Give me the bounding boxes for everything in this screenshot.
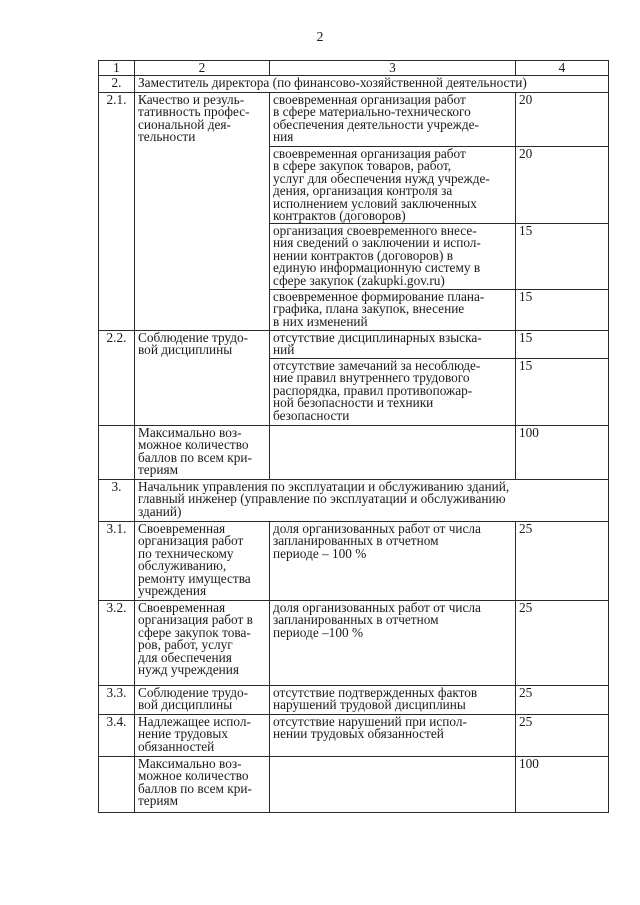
table-row [99,330,609,358]
column-header: 2 [135,61,270,76]
column-header: 3 [270,61,516,76]
column-header: 1 [99,61,135,76]
column-header: 4 [516,61,609,76]
criterion-number: 3.1. [99,521,135,600]
criterion-number: 3.4. [99,714,135,756]
score: 15 [516,330,609,358]
section-row [99,479,609,521]
score: 15 [516,223,609,289]
table-row [99,685,609,714]
criterion-name: Соблюдение трудо- вой дисциплины [135,685,270,714]
empty-cell [99,425,135,479]
indicator-text: организация своевременного внесе- ния сведений о заключении и испол- нении контрактов (договоров) в единую информационную систему в сфере закупок (zakupki.gov.ru) [270,223,516,289]
criterion-number: 3.2. [99,600,135,685]
table-header-row [99,61,609,76]
indicator-text: отсутствие замечаний за несоблюде- ние правил внутреннего трудового распорядка, правил противопожар- ной безопасности и техники безопасности [270,358,516,425]
max-score-value: 100 [516,425,609,479]
criterion-name: Надлежащее испол- нение трудовых обязанностей [135,714,270,756]
empty-cell [270,756,516,812]
max-score-label: Максимально воз- можное количество баллов по всем кри- териям [135,756,270,812]
table-row [99,600,609,685]
criterion-number: 2.2. [99,330,135,425]
section-title: Начальник управления по эксплуатации и обслуживанию зданий, главный инженер (управление по эксплуатации и обслуживанию зданий) [135,479,609,521]
table-row [99,714,609,756]
score: 20 [516,146,609,223]
criterion-number: 3.3. [99,685,135,714]
table-row [99,92,609,146]
indicator-text: своевременное формирование плана- графика, плана закупок, внесение в них изменений [270,289,516,330]
empty-cell [99,756,135,812]
indicator-text: отсутствие дисциплинарных взыска- ний [270,330,516,358]
max-score-row [99,425,609,479]
score: 25 [516,714,609,756]
score: 25 [516,521,609,600]
max-score-row [99,756,609,812]
indicator-text: своевременная организация работ в сфере материально-технического обеспечения деятельности учрежде- ния [270,92,516,146]
criterion-name: Своевременная организация работ по техническому обслуживанию, ремонту имущества учреждения [135,521,270,600]
max-score-label: Максимально воз- можное количество баллов по всем кри- териям [135,425,270,479]
empty-cell [270,425,516,479]
score: 15 [516,289,609,330]
criterion-name: Качество и резуль- тативность профес- сиональной дея- тельности [135,92,270,330]
indicator-text: отсутствие подтвержденных фактов нарушений трудовой дисциплины [270,685,516,714]
criterion-name: Соблюдение трудо- вой дисциплины [135,330,270,425]
score: 25 [516,685,609,714]
score: 15 [516,358,609,425]
table-row [99,521,609,600]
indicator-text: отсутствие нарушений при испол- нении трудовых обязанностей [270,714,516,756]
max-score-value: 100 [516,756,609,812]
section-number: 3. [99,479,135,521]
indicator-text: своевременная организация работ в сфере закупок товаров, работ, услуг для обеспечения нужд учрежде- дения, организация контроля за исполнением условий заключенных контрактов (договоров) [270,146,516,223]
criterion-number: 2.1. [99,92,135,330]
criteria-table [98,60,609,813]
score: 20 [516,92,609,146]
page-number: 2 [316,30,324,45]
section-row [99,75,609,92]
indicator-text: доля организованных работ от числа запланированных в отчетном периоде –100 % [270,600,516,685]
section-title: Заместитель директора (по финансово-хозяйственной деятельности) [135,75,609,92]
section-number: 2. [99,75,135,92]
score: 25 [516,600,609,685]
criterion-name: Своевременная организация работ в сфере закупок това- ров, работ, услуг для обеспечения нужд учреждения [135,600,270,685]
indicator-text: доля организованных работ от числа запланированных в отчетном периоде – 100 % [270,521,516,600]
